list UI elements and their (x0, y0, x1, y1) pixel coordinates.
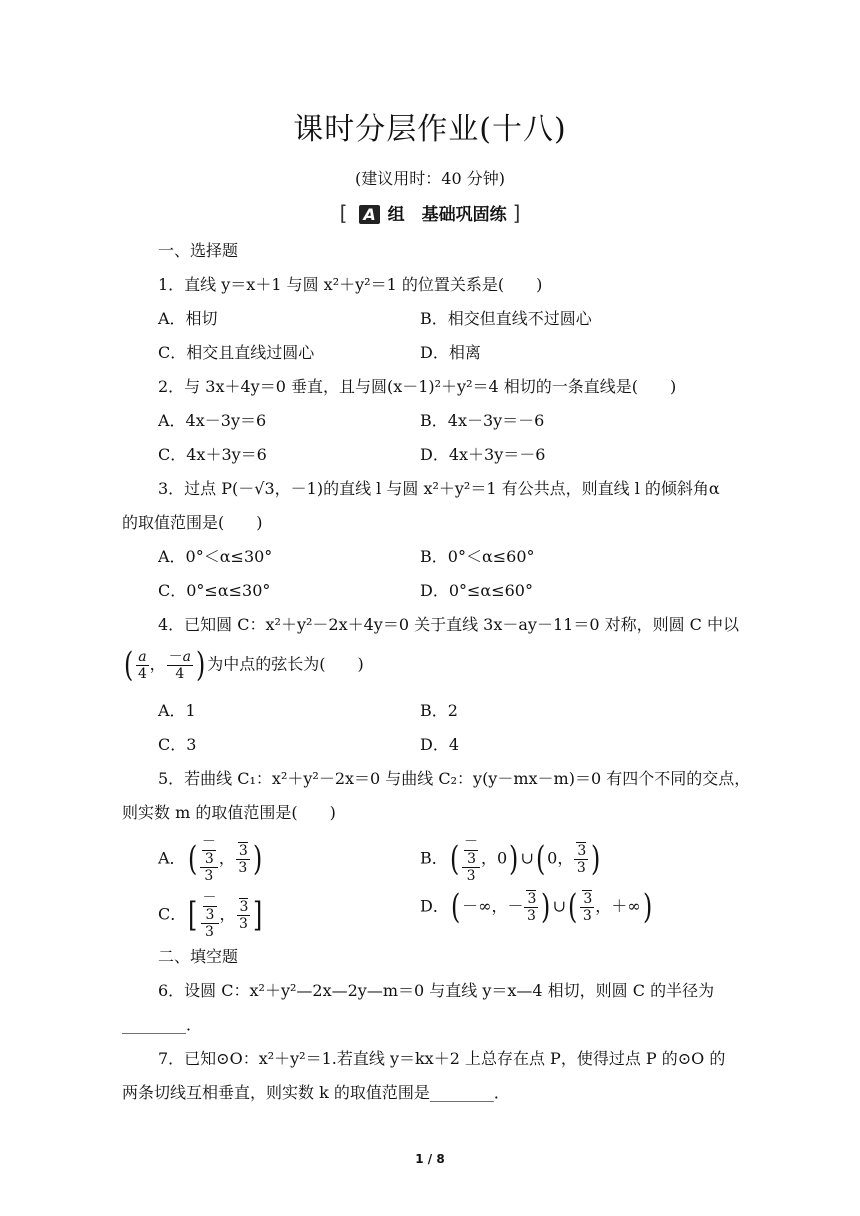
question-5-cont: 则实数 m 的取值范围是( ) (122, 803, 336, 822)
question-6: 6．设圆 C：x²＋y²—2x—2y—m＝0 与直线 y＝x—4 相切，则圆 C 的半径为 (158, 981, 715, 1000)
paren-open: ( (123, 645, 134, 685)
fraction-a-over-4: $\frac{a}{4}$ (137, 648, 147, 682)
question-5: 5．若曲线 C₁：x²＋y²－2x＝0 与曲线 C₂：y(y－mx－m)＝0 有四个不同的交点， (158, 769, 751, 788)
q1-option-d: D．相离 (420, 343, 481, 362)
page-number: 1 / 8 (415, 1152, 445, 1166)
q1-option-c: C．相交且直线过圆心 (158, 343, 315, 362)
section-choice: 一、选择题 (158, 241, 239, 260)
q1-option-b: B．相交但直线不过圆心 (420, 309, 592, 328)
question-7-cont: 两条切线互相垂直，则实数 k 的取值范围是________． (122, 1083, 510, 1102)
q4-option-c: C．3 (158, 735, 197, 754)
page-title: 课时分层作业(十八) (293, 112, 567, 147)
question-7: 7．已知⊙O：x²＋y²＝1.若直线 y＝kx＋2 上总存在点 P，使得过点 P 的⊙O 的 (158, 1049, 726, 1068)
q4-option-a: A．1 (158, 701, 196, 720)
q5-option-b: B．( － 3 3 ，0) ∪( 0， $\frac{3}{3}$ ) (420, 834, 601, 884)
q3-option-d: D．0°≤α≤60° (420, 581, 533, 600)
q1-option-a: A．相切 (158, 309, 218, 328)
question-6-cont: ________． (122, 1015, 203, 1034)
q5-option-d: D．( －∞，－ $\frac{3}{3}$ ) ∪( $\frac{3}{3}$ ，＋∞) (420, 887, 652, 927)
fraction-neg-a-over-4: $\frac{-a}{4}$ (168, 648, 191, 682)
paren-close: ) (195, 645, 206, 685)
q2-option-d: D．4x＋3y＝－6 (420, 445, 546, 464)
group-label (0, 200, 860, 225)
q3-option-c: C．0°≤α≤30° (158, 581, 271, 600)
question-2: 2．与 3x＋4y＝0 垂直，且与圆(x－1)²＋y²＝4 相切的一条直线是( ) (158, 377, 677, 396)
q3-option-a: A．0°＜α≤30° (158, 547, 273, 566)
q5-option-c: C．[ － 3 3 ， $\frac{3}{3}$ ] (158, 890, 263, 940)
group-title: 组 基础巩固练 (387, 205, 507, 225)
question-3: 3．过点 P(－√3，－1)的直线 l 与圆 x²＋y²＝1 有公共点，则直线 l 的倾斜角α (158, 479, 720, 498)
question-4: 4．已知圆 C：x²＋y²－2x＋4y＝0 关于直线 3x－ay－11＝0 对称，则圆 C 中以 (158, 615, 739, 634)
bracket-open: [ (339, 201, 348, 225)
suggested-time: (建议用时：40 分钟) (355, 169, 505, 188)
q2-option-c: C．4x＋3y＝6 (158, 445, 267, 464)
group-badge: A (359, 205, 379, 224)
q3-option-b: B．0°＜α≤60° (420, 547, 535, 566)
q2-option-b: B．4x－3y＝－6 (420, 411, 545, 430)
question-1: 1．直线 y＝x＋1 与圆 x²＋y²＝1 的位置关系是( ) (158, 275, 543, 294)
q2-option-a: A．4x－3y＝6 (158, 411, 267, 430)
bracket-close: ] (512, 201, 521, 225)
q4-option-d: D．4 (420, 735, 460, 754)
q4-option-b: B．2 (420, 701, 458, 720)
question-4-cont: ( $\frac{a}{4}$ ， $\frac{-a}{4}$ ) 为中点的弦长为( ) (123, 645, 364, 685)
section-fill: 二、填空题 (158, 947, 239, 966)
q5-option-a: A．( － 3 3 ， $\frac{3}{3}$ ) (158, 834, 263, 884)
question-3-cont: 的取值范围是( ) (122, 513, 263, 532)
